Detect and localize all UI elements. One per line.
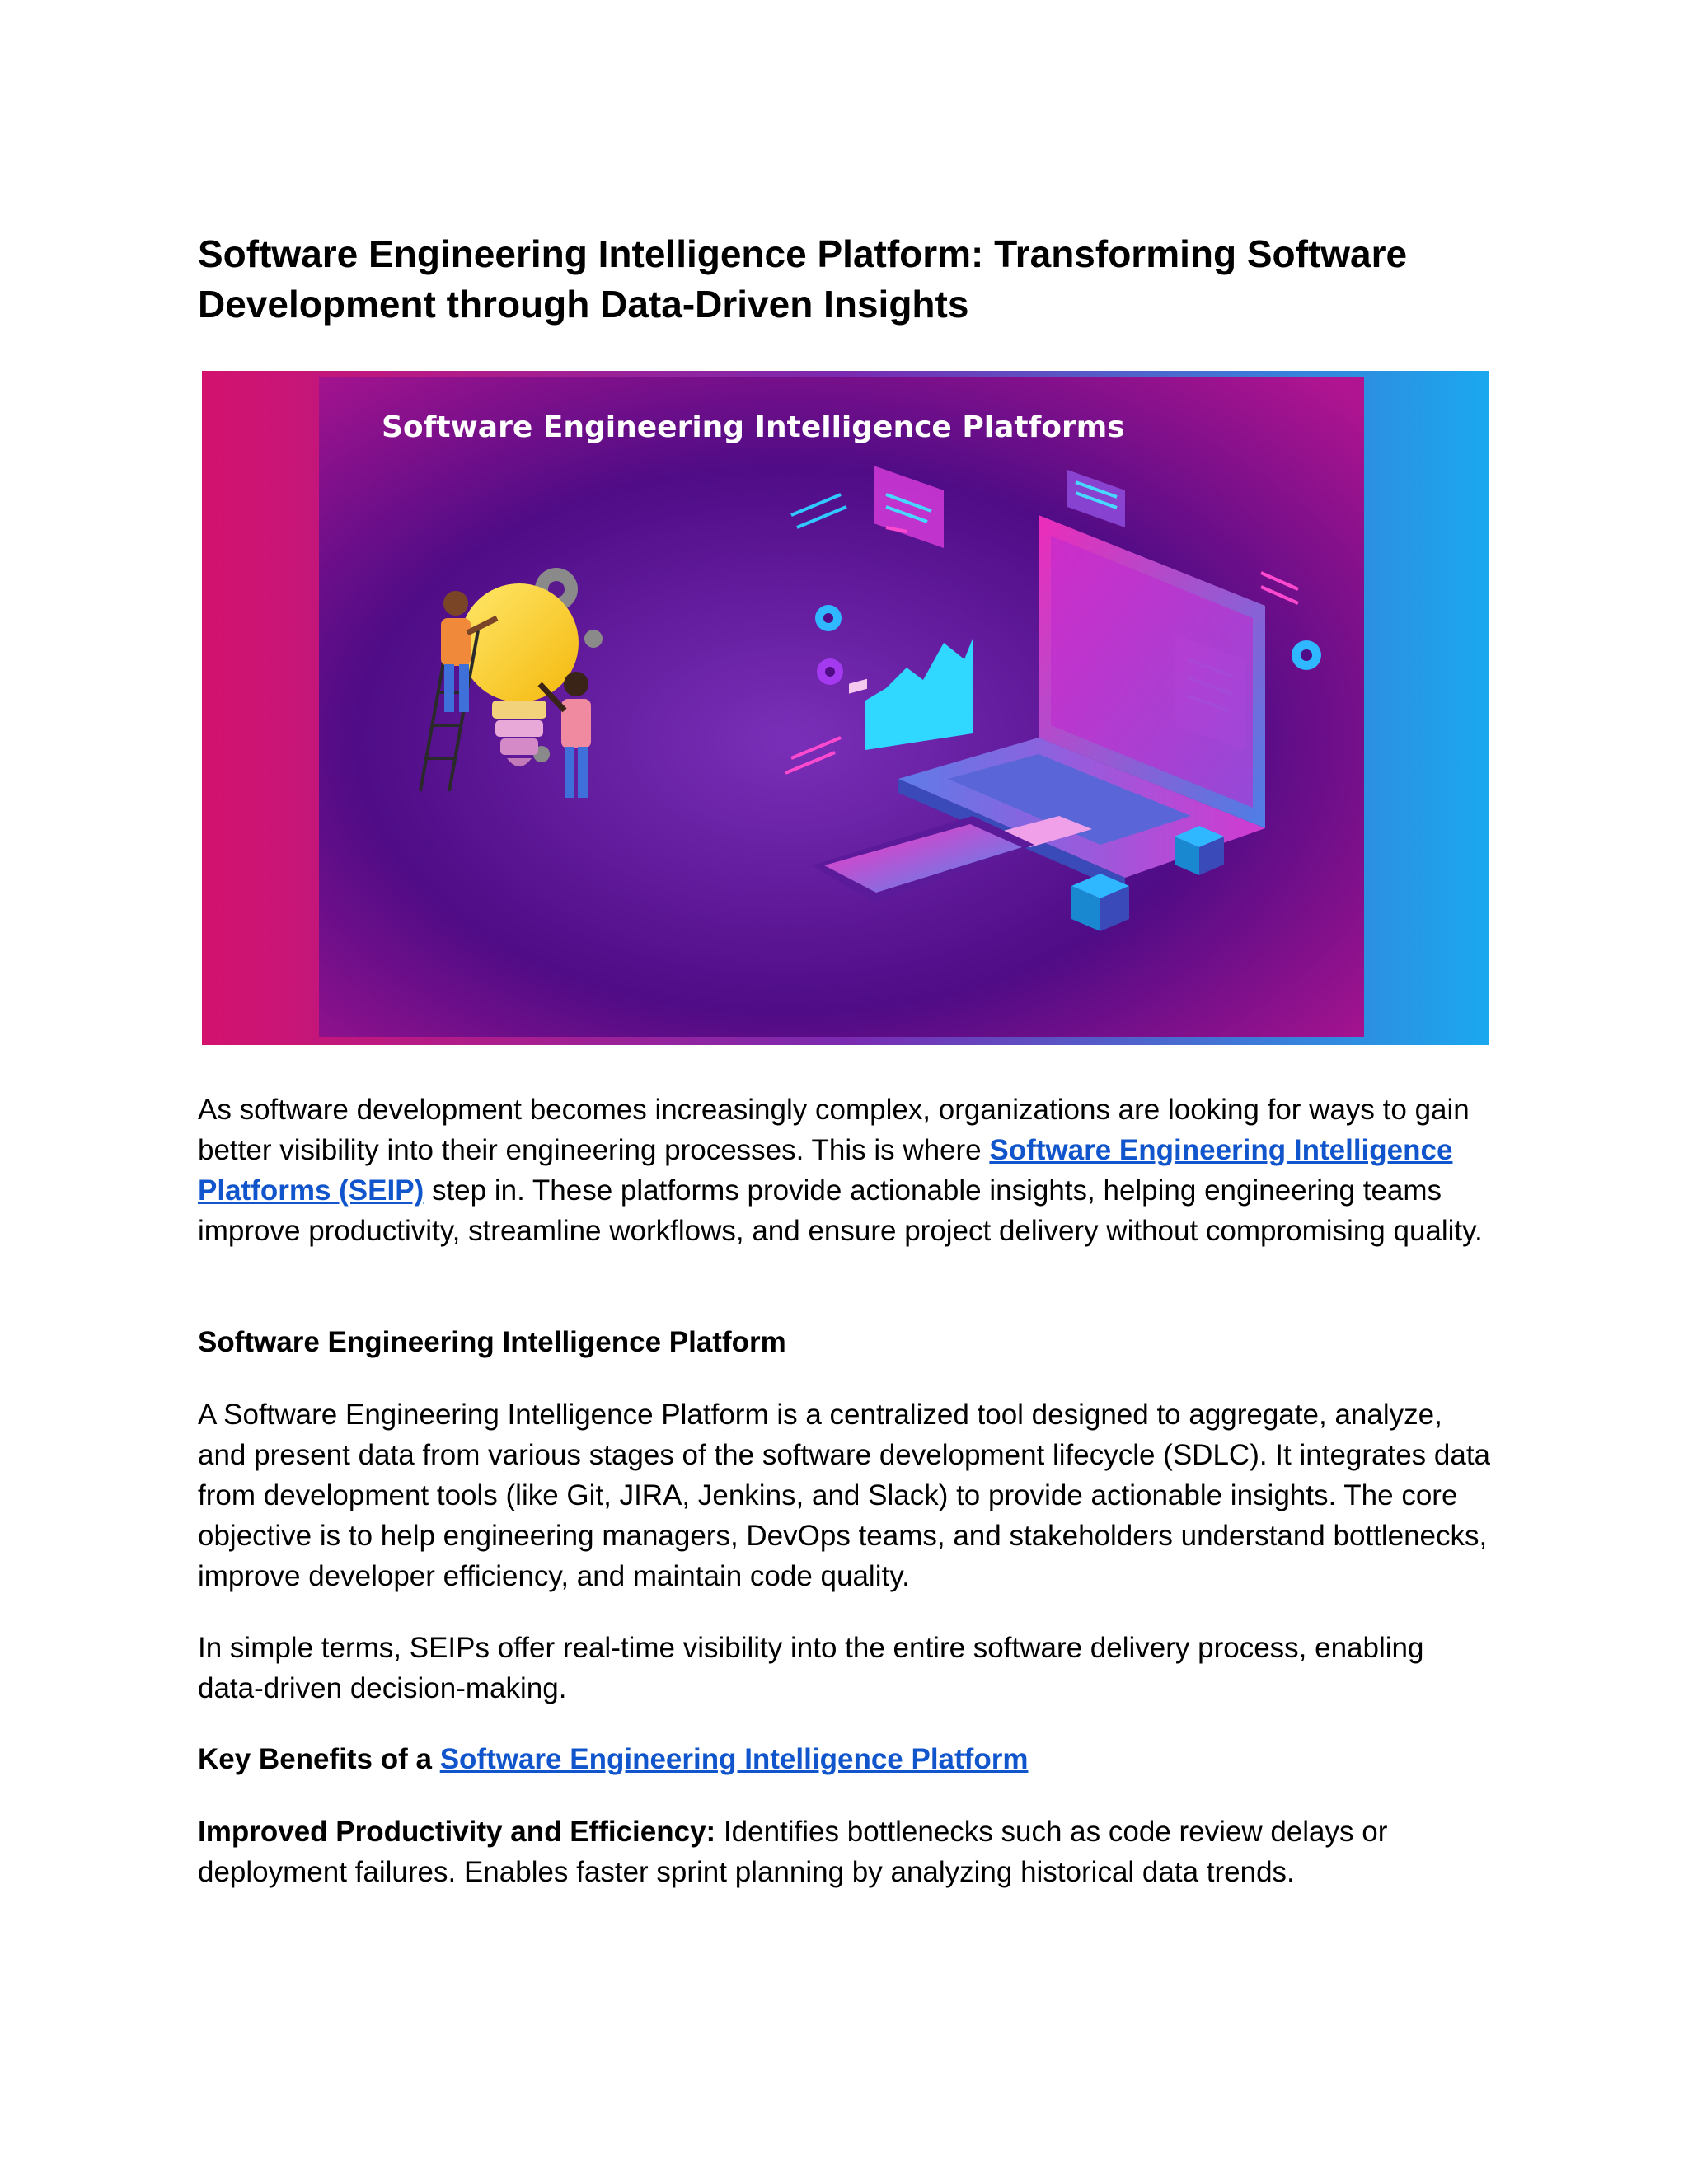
intro-text-after: step in. These platforms provide actionable insights, helping engineering teams improve productivity, streamline workflows, and ensure project delivery without compromising quality. <box>198 1174 1483 1247</box>
benefits-heading-prefix: Key Benefits of a <box>198 1743 440 1775</box>
benefits-heading <box>198 1739 1492 1779</box>
definition-paragraph: A Software Engineering Intelligence Platform is a centralized tool designed to aggregate, analyze, and present data from various stages of the software development lifecycle (SDLC). It integrates data from development tools (like Git, JIRA, Jenkins, and Slack) to provide actionable insights. The core objective is to help engineering managers, DevOps teams, and stakeholders understand bottlenecks, improve developer efficiency, and maintain code quality. <box>198 1399 1491 1592</box>
section-heading: Software Engineering Intelligence Platform <box>198 1326 786 1358</box>
hero-banner-text: Software Engineering Intelligence Platforms <box>382 410 1125 444</box>
document-title: Software Engineering Intelligence Platform: Transforming Software Development through Data-Driven Insights <box>198 232 1408 326</box>
benefit-text: Identifies bottlenecks such as code review delays or deployment failures. Enables faster sprint planning by analyzing historical data trends. <box>198 1816 1388 1888</box>
benefit-label: Improved Productivity and Efficiency: <box>198 1816 716 1848</box>
intro-text-before: As software development becomes increasingly complex, organizations are looking for ways to gain better visibility into their engineering processes. This is where <box>198 1094 1470 1166</box>
benefit-paragraph <box>198 1811 1492 1892</box>
hero-image <box>202 371 1489 1045</box>
seip-benefits-link[interactable]: Software Engineering Intelligence Platform <box>439 1743 1029 1775</box>
summary-paragraph: In simple terms, SEIPs offer real-time visibility into the entire software delivery process, enabling data-driven decision-making. <box>198 1632 1424 1704</box>
seip-link[interactable]: Software Engineering Intelligence Platforms (SEIP) <box>198 1134 1453 1207</box>
intro-paragraph <box>198 1090 1492 1251</box>
